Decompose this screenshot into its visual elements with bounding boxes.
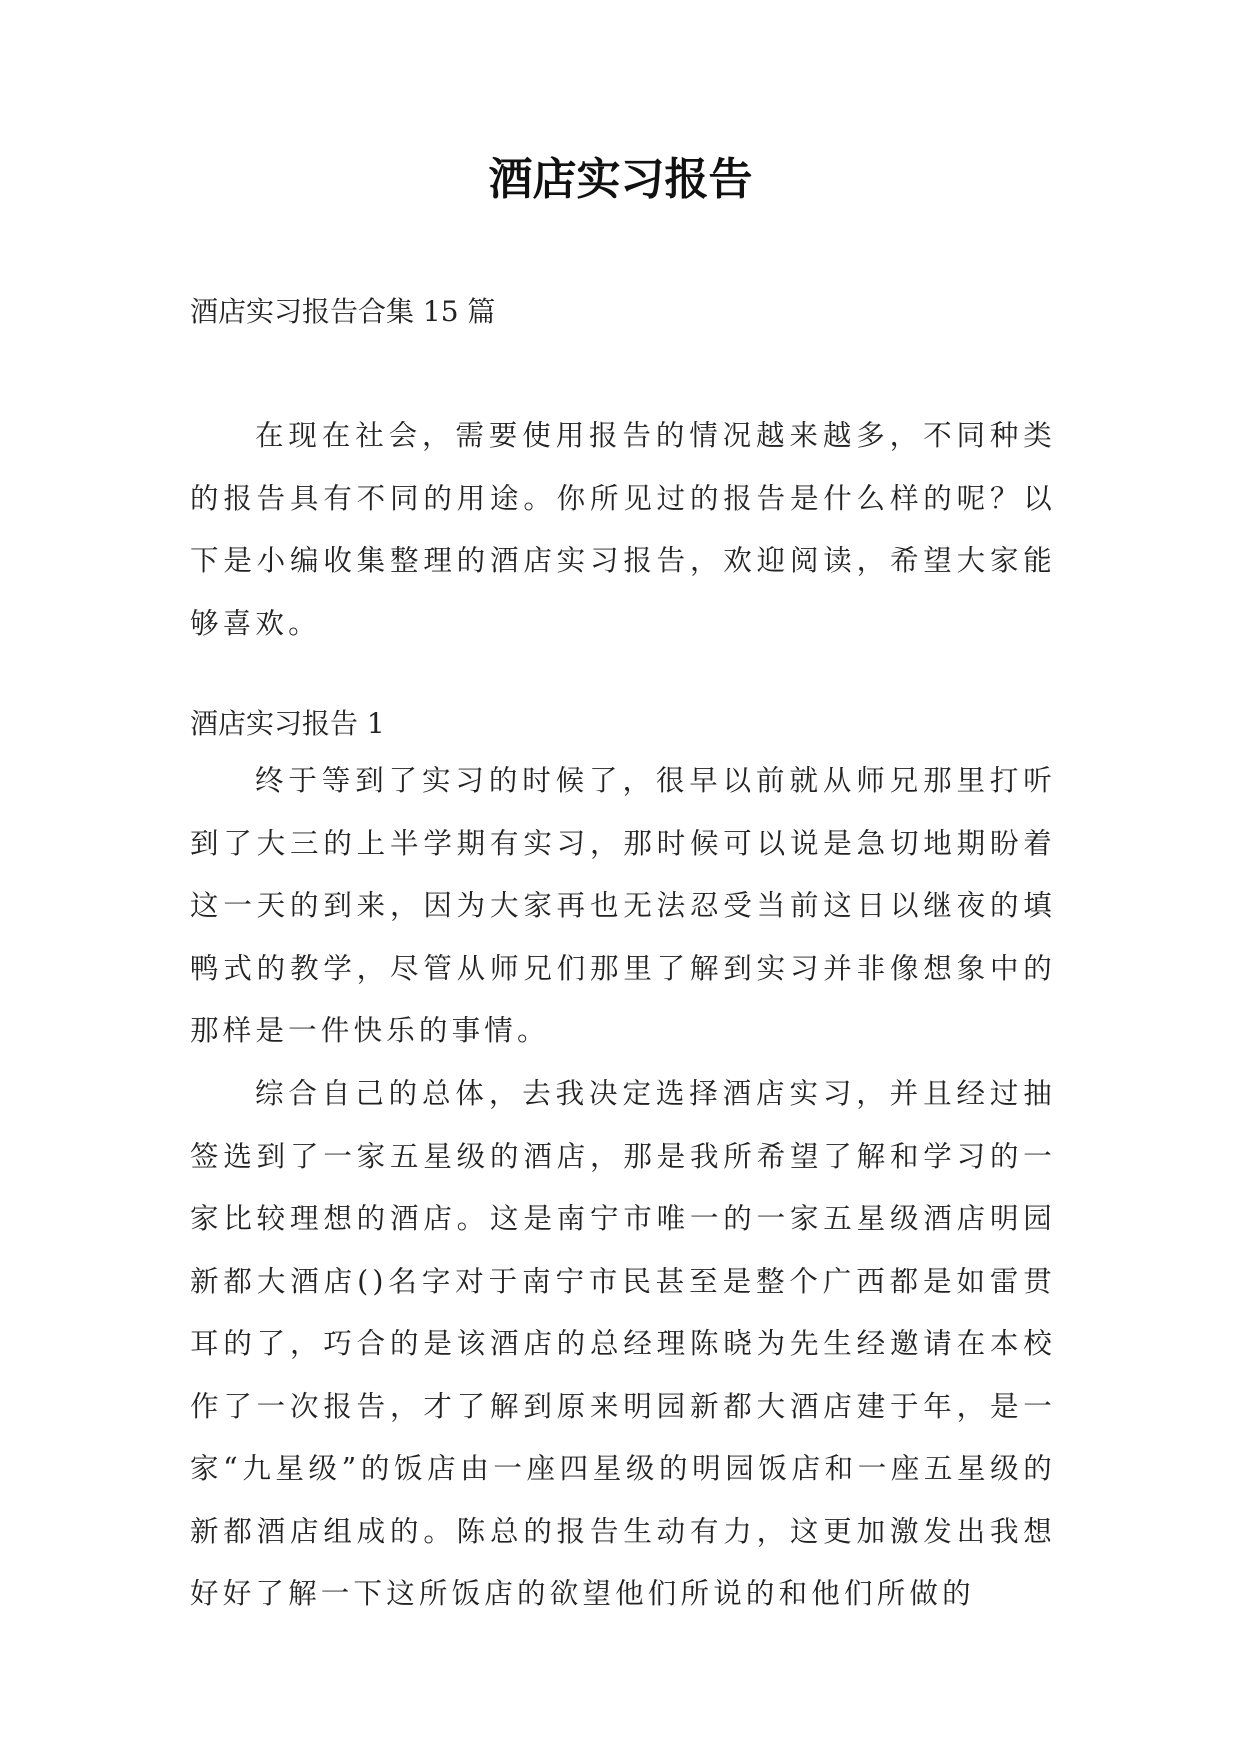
body-paragraph-1: 终于等到了实习的时候了，很早以前就从师兄那里打听到了大三的上半学期有实习，那时候可以说是急切地期盼着这一天的到来，因为大家再也无法忍受当前这日以继夜的填鸭式的教学，尽管从师兄们那里了解到实习并非像想象中的那样是一件快乐的事情。: [190, 764, 1056, 1047]
intro-paragraph: 在现在社会，需要使用报告的情况越来越多，不同种类的报告具有不同的用途。你所见过的报告是什么样的呢？以下是小编收集整理的酒店实习报告，欢迎阅读，希望大家能够喜欢。: [190, 419, 1056, 640]
body-paragraph-2: 综合自己的总体，去我决定选择酒店实习，并且经过抽签选到了一家五星级的酒店，那是我所希望了解和学习的一家比较理想的酒店。这是南宁市唯一的一家五星级酒店明园新都大酒店()名字对于南宁市民甚至是整个广西都是如雷贯耳的了，巧合的是该酒店的总经理陈晓为先生经邀请在本校作了一次报告，才了解到原来明园新都大酒店建于年，是一家“九星级”的饭店由一座四星级的明园饭店和一座五星级的新都酒店组成的。陈总的报告生动有力，这更加激发出我想好好了解一下这所饭店的欲望他们所说的和他们所做的: [190, 1077, 1056, 1610]
document-subtitle: 酒店实习报告合集 15 篇: [190, 295, 496, 328]
document-title: 酒店实习报告: [488, 154, 753, 205]
section-heading: 酒店实习报告 1: [190, 707, 385, 740]
